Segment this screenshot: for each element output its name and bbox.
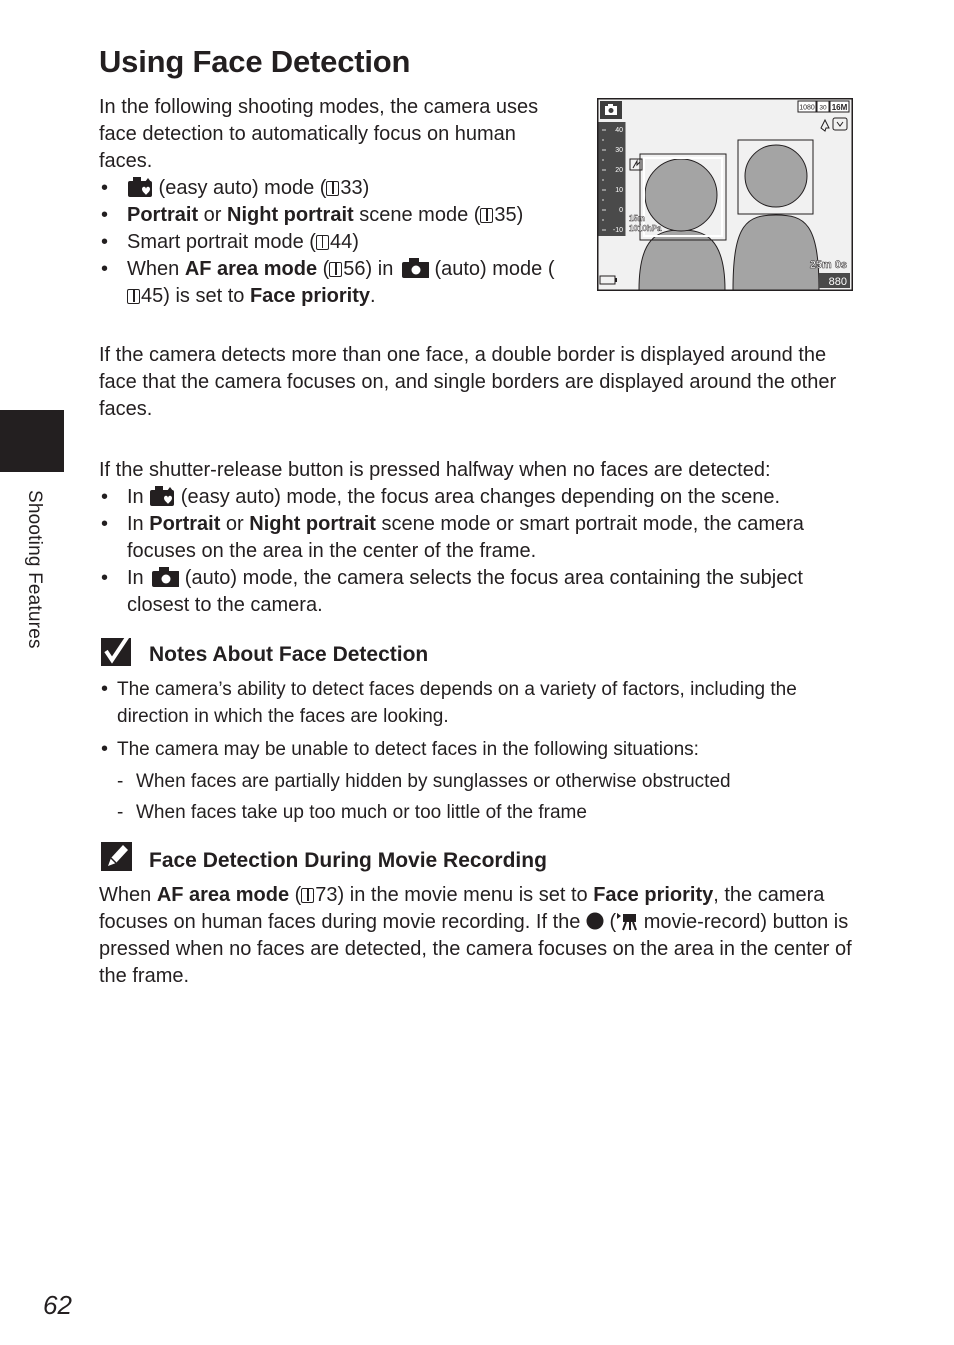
section-tab — [0, 410, 64, 472]
scale-tick: 10 — [615, 187, 623, 194]
scale-tick: -10 — [612, 227, 623, 234]
notes-sublist — [117, 768, 857, 826]
notes-heading: Notes About Face Detection — [149, 643, 429, 666]
page-ref-icon — [480, 208, 493, 223]
record-dot-icon — [586, 912, 604, 930]
page-ref-icon — [301, 888, 314, 903]
page-title: Using Face Detection — [99, 44, 411, 79]
svg-text:1080: 1080 — [799, 104, 815, 112]
multi-face-paragraph: If the camera detects more than one face, a double border is displayed around the face that the camera focuses on, and single borders are displayed around the other faces. — [99, 344, 837, 420]
list-item: - When faces are partially hidden by sunglasses or otherwise obstructed — [117, 771, 731, 792]
scale-tick: 40 — [615, 127, 623, 134]
notes-list — [99, 676, 859, 763]
pressure-readout: 1010hPa — [629, 224, 662, 233]
page-number: 62 — [43, 1290, 72, 1320]
list-item: • Portrait or Night portrait scene mode ( 35) — [99, 202, 559, 229]
section-sidebar-label: Shooting Features — [24, 490, 45, 649]
altitude-readout: 15m — [629, 214, 646, 223]
list-item: • In (auto) mode, the camera selects the focus area containing the subject closest to the camera. — [99, 565, 859, 619]
modes-list — [99, 175, 559, 310]
list-item: • When AF area mode ( 56) in (auto) mode (45) is set to Face priority. — [99, 256, 559, 310]
page-ref-icon — [329, 262, 342, 277]
scale-tick: 30 — [615, 147, 623, 154]
movie-heading: Face Detection During Movie Recording — [149, 849, 547, 872]
no-faces-intro: If the shutter-release button is pressed halfway when no faces are detected: — [99, 459, 771, 481]
auto-mode-camera-icon — [399, 257, 429, 279]
scale-tick: 0 — [619, 207, 623, 214]
no-faces-list — [99, 484, 859, 619]
intro-paragraph: In the following shooting modes, the camera uses face detection to automatically focus on human faces. — [99, 96, 539, 172]
list-item: • Smart portrait mode ( 44) — [99, 229, 559, 256]
movie-time-remaining: 25m 0s — [809, 259, 847, 271]
pencil-note-icon — [101, 842, 135, 872]
movie-record-icon — [616, 911, 638, 931]
list-item: • (easy auto) mode ( 33) — [99, 175, 559, 202]
svg-text:30: 30 — [819, 104, 827, 112]
person-silhouette-right — [733, 215, 819, 290]
page-ref-icon — [127, 289, 140, 304]
movie-paragraph: When AF area mode ( 73) in the movie menu is set to Face priority, the camera focuses on human faces during movie recording. If the ( movie-record) button is pressed when no faces are detected, the camera focuses on the area in the center of the frame. — [99, 884, 852, 987]
depth-scale-bar — [599, 122, 626, 236]
list-item: • In (easy auto) mode, the focus area changes depending on the scene. — [99, 484, 859, 511]
list-item: • The camera’s ability to detect faces depends on a variety of factors, including the direction in which the faces are looking. — [99, 676, 859, 730]
easy-auto-icon — [149, 485, 175, 507]
shots-remaining: 880 — [828, 276, 847, 288]
page-ref-icon — [326, 181, 339, 196]
page-ref-icon — [316, 235, 329, 250]
list-item: • In Portrait or Night portrait scene mode or smart portrait mode, the camera focuses on the area in the center of the frame. — [99, 511, 859, 565]
svg-text:16M: 16M — [831, 103, 848, 112]
checkmark-note-icon — [101, 638, 135, 668]
list-item: - When faces take up too much or too little of the frame — [117, 802, 587, 823]
easy-auto-icon — [127, 176, 153, 198]
scale-tick: 20 — [615, 167, 623, 174]
camera-monitor-illustration — [597, 98, 853, 291]
auto-mode-camera-icon — [149, 566, 179, 588]
list-item: • The camera may be unable to detect faces in the following situations: — [99, 736, 859, 763]
